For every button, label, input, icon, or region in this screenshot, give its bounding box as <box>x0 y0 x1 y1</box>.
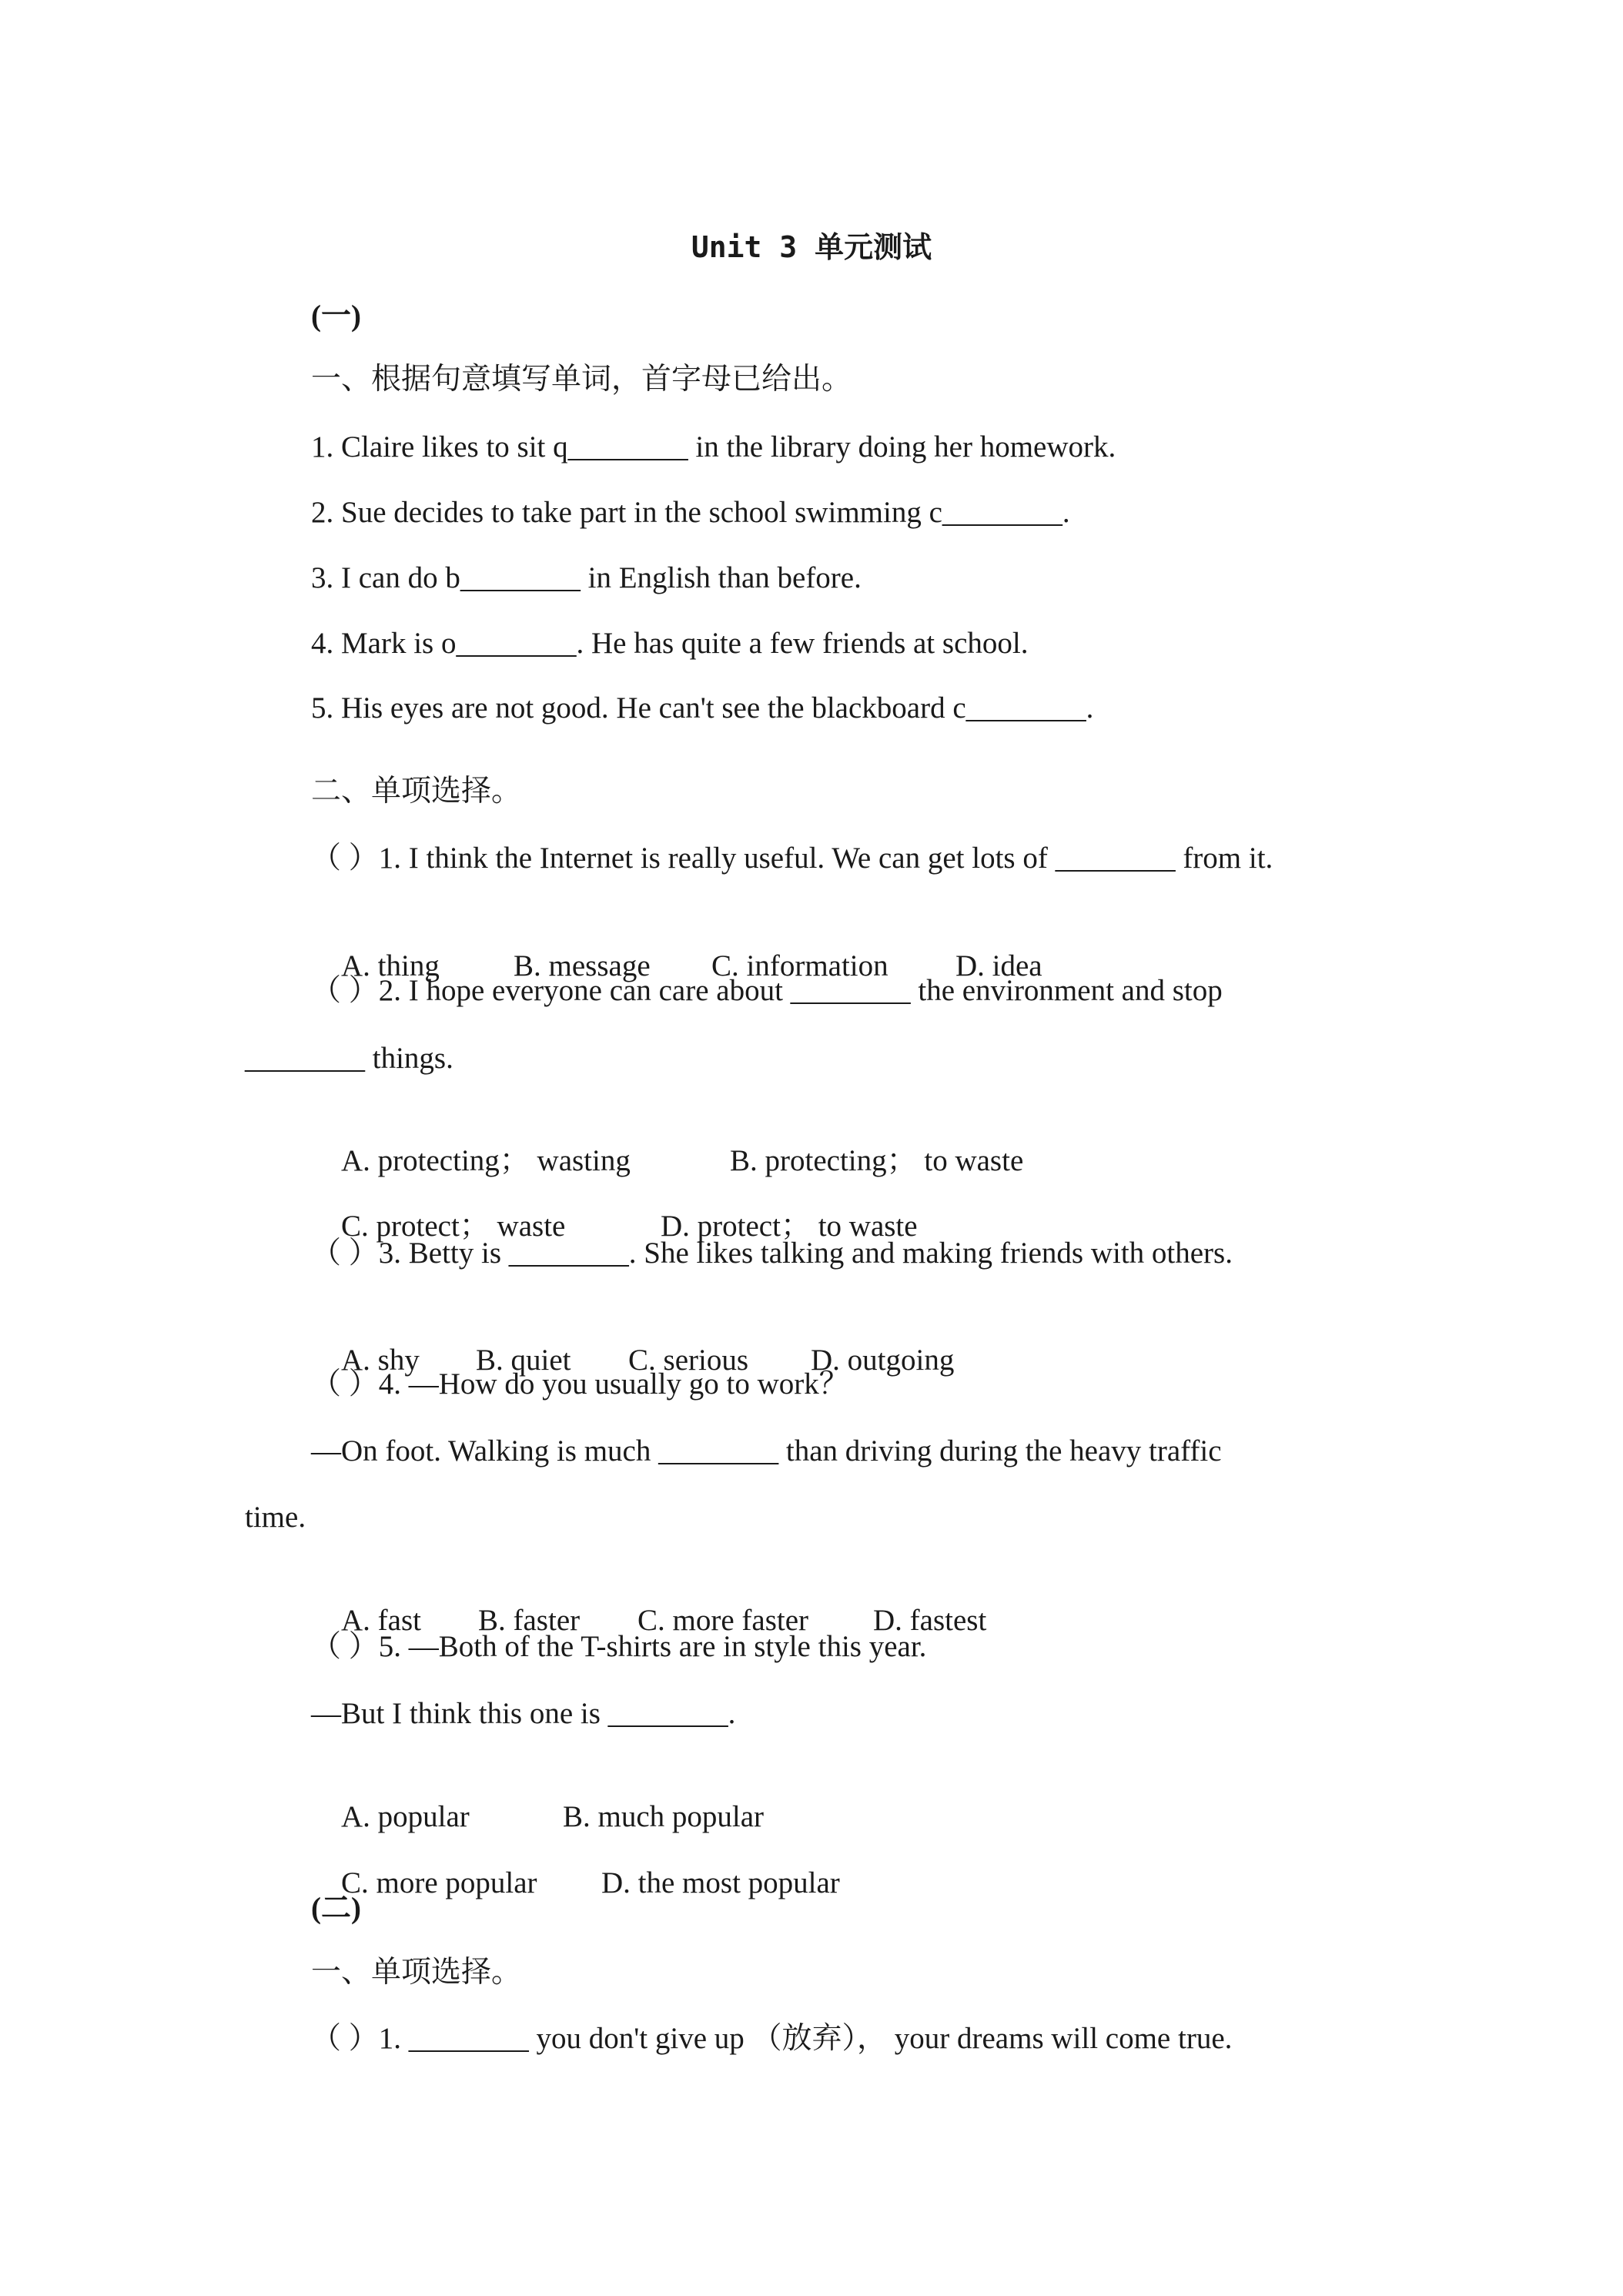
option-c: C. more popular <box>341 1866 537 1899</box>
fill-in-item-4: 4. Mark is o________. He has quite a few friends at school. <box>311 627 1029 660</box>
option-a: A. thing <box>341 949 440 982</box>
choice-q4-reply: —On foot. Walking is much ________ than driving during the heavy traffic <box>311 1434 1222 1468</box>
section-heading-choice-2: 一、单项选择。 <box>311 1956 522 1989</box>
choice-q2-stem: （ ）2. I hope everyone can care about ________ the environment and stop <box>311 974 1223 1007</box>
option-c: C. more faster <box>637 1604 809 1637</box>
section-heading-choice: 二、单项选择。 <box>311 775 522 808</box>
option-a: A. fast <box>341 1604 421 1637</box>
option-a: A. shy <box>341 1344 420 1377</box>
fill-in-item-5: 5. His eyes are not good. He can't see the blackboard c________. <box>311 691 1094 725</box>
choice-q4-stem: （ ）4. —How do you usually go to work？ <box>311 1367 849 1401</box>
choice2-q1-stem: （ ）1. ________ you don't give up （放弃）， your dreams will come true. <box>311 2022 1233 2055</box>
option-d: D. protect； to waste <box>661 1210 918 1243</box>
option-c: C. information <box>711 949 888 982</box>
part-label-2: (二) <box>311 1892 361 1925</box>
fill-in-item-3: 3. I can do b________ in English than before. <box>311 561 862 594</box>
choice-q5-stem: （ ）5. —Both of the T-shirts are in style this year. <box>311 1630 927 1663</box>
option-d: D. idea <box>955 949 1042 982</box>
option-a: A. popular <box>341 1800 470 1833</box>
fill-in-item-2: 2. Sue decides to take part in the school swimming c________. <box>311 496 1070 529</box>
option-d: D. outgoing <box>811 1344 955 1377</box>
option-d: D. the most popular <box>601 1866 840 1899</box>
choice-q5-options-row2 <box>311 1826 840 1941</box>
part-label-1: (一) <box>311 300 361 333</box>
section-heading-fill-in: 一、根据句意填写单词，首字母已给出。 <box>311 363 852 396</box>
fill-in-item-1: 1. Claire likes to sit q________ in the library doing her homework. <box>311 430 1116 464</box>
option-b: B. much popular <box>563 1800 765 1833</box>
choice-q5-reply: —But I think this one is ________. <box>311 1697 736 1730</box>
option-b: B. protecting； to waste <box>730 1144 1024 1177</box>
choice-q3-stem: （ ）3. Betty is ________. She likes talking and making friends with others. <box>311 1237 1233 1270</box>
page-title: Unit 3 单元测试 <box>691 230 932 264</box>
option-a: A. protecting； wasting <box>341 1144 631 1177</box>
option-b: B. faster <box>478 1604 581 1637</box>
option-b: B. message <box>514 949 651 982</box>
option-c: C. serious <box>628 1344 748 1377</box>
choice-q1-stem: （ ）1. I think the Internet is really useful. We can get lots of ________ from it. <box>311 842 1273 875</box>
option-c: C. protect； waste <box>341 1210 566 1243</box>
option-b: B. quiet <box>476 1344 571 1377</box>
option-d: D. fastest <box>873 1604 987 1637</box>
choice-q4-reply-cont: time. <box>245 1501 306 1534</box>
choice-q2-stem-cont: ________ things. <box>245 1042 453 1075</box>
